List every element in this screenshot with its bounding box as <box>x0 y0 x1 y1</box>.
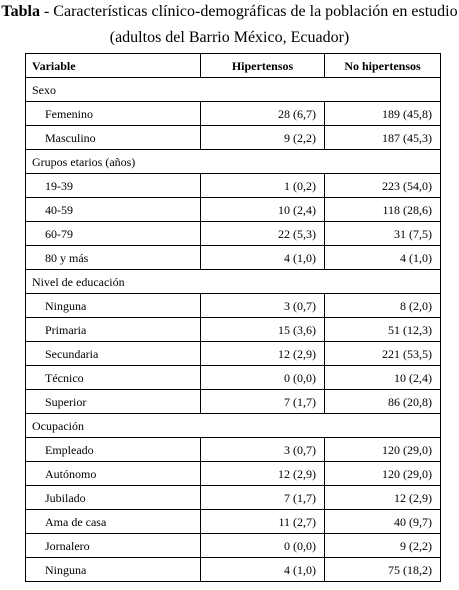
demographics-table <box>25 53 441 582</box>
cell-no-hipertensos: 4 (1,0) <box>325 246 441 270</box>
table-row <box>26 438 441 462</box>
cell-hipertensos: 3 (0,7) <box>201 294 325 318</box>
section-title: Nivel de educación <box>26 270 441 294</box>
cell-no-hipertensos: 120 (29,0) <box>325 438 441 462</box>
cell-hipertensos: 4 (1,0) <box>201 246 325 270</box>
section-title: Ocupación <box>26 414 441 438</box>
cell-hipertensos: 10 (2,4) <box>201 198 325 222</box>
section-row-nivel-educacion <box>26 270 441 294</box>
cell-hipertensos: 0 (0,0) <box>201 366 325 390</box>
section-row-grupos-etarios <box>26 150 441 174</box>
row-label: 40-59 <box>26 198 201 222</box>
cell-hipertensos: 0 (0,0) <box>201 534 325 558</box>
cell-no-hipertensos: 12 (2,9) <box>325 486 441 510</box>
cell-no-hipertensos: 10 (2,4) <box>325 366 441 390</box>
table-header-row <box>26 54 441 78</box>
table-row <box>26 318 441 342</box>
row-label: 80 y más <box>26 246 201 270</box>
cell-no-hipertensos: 51 (12,3) <box>325 318 441 342</box>
table-caption-line2: (adultos del Barrio México, Ecuador) <box>109 29 350 46</box>
cell-hipertensos: 28 (6,7) <box>201 102 325 126</box>
table-row <box>26 198 441 222</box>
cell-hipertensos: 1 (0,2) <box>201 174 325 198</box>
table-row <box>26 294 441 318</box>
row-label: Autónomo <box>26 462 201 486</box>
table-row <box>26 558 441 582</box>
header-hipertensos: Hipertensos <box>201 54 325 78</box>
cell-hipertensos: 3 (0,7) <box>201 438 325 462</box>
cell-hipertensos: 12 (2,9) <box>201 342 325 366</box>
cell-hipertensos: 7 (1,7) <box>201 390 325 414</box>
row-label: Femenino <box>26 102 201 126</box>
table-row <box>26 486 441 510</box>
row-label: Ninguna <box>26 294 201 318</box>
cell-no-hipertensos: 221 (53,5) <box>325 342 441 366</box>
table-row <box>26 222 441 246</box>
table-row <box>26 126 441 150</box>
cell-no-hipertensos: 223 (54,0) <box>325 174 441 198</box>
section-title: Sexo <box>26 78 441 102</box>
cell-no-hipertensos: 189 (45,8) <box>325 102 441 126</box>
cell-no-hipertensos: 8 (2,0) <box>325 294 441 318</box>
section-title: Grupos etarios (años) <box>26 150 441 174</box>
table-caption-title: - Características clínico-demográficas de la población en estudio <box>39 3 458 20</box>
table-row <box>26 174 441 198</box>
table-caption-prefix: Tabla <box>1 3 40 20</box>
row-label: 60-79 <box>26 222 201 246</box>
table-row <box>26 510 441 534</box>
cell-no-hipertensos: 187 (45,3) <box>325 126 441 150</box>
row-label: 19-39 <box>26 174 201 198</box>
table-row <box>26 102 441 126</box>
row-label: Masculino <box>26 126 201 150</box>
row-label: Empleado <box>26 438 201 462</box>
row-label: Técnico <box>26 366 201 390</box>
cell-hipertensos: 11 (2,7) <box>201 510 325 534</box>
cell-no-hipertensos: 31 (7,5) <box>325 222 441 246</box>
section-row-sexo <box>26 78 441 102</box>
header-no-hipertensos: No hipertensos <box>325 54 441 78</box>
section-row-ocupacion <box>26 414 441 438</box>
cell-no-hipertensos: 9 (2,2) <box>325 534 441 558</box>
row-label: Jubilado <box>26 486 201 510</box>
cell-no-hipertensos: 120 (29,0) <box>325 462 441 486</box>
cell-no-hipertensos: 118 (28,6) <box>325 198 441 222</box>
table-row <box>26 534 441 558</box>
table-row <box>26 390 441 414</box>
header-variable: Variable <box>26 54 201 78</box>
cell-no-hipertensos: 86 (20,8) <box>325 390 441 414</box>
table-row <box>26 246 441 270</box>
cell-hipertensos: 15 (3,6) <box>201 318 325 342</box>
cell-no-hipertensos: 75 (18,2) <box>325 558 441 582</box>
cell-no-hipertensos: 40 (9,7) <box>325 510 441 534</box>
cell-hipertensos: 12 (2,9) <box>201 462 325 486</box>
row-label: Superior <box>26 390 201 414</box>
cell-hipertensos: 22 (5,3) <box>201 222 325 246</box>
cell-hipertensos: 7 (1,7) <box>201 486 325 510</box>
row-label: Secundaria <box>26 342 201 366</box>
row-label: Primaria <box>26 318 201 342</box>
table-row <box>26 342 441 366</box>
table-caption-line1 <box>0 2 459 22</box>
cell-hipertensos: 9 (2,2) <box>201 126 325 150</box>
table-row <box>26 462 441 486</box>
table-row <box>26 366 441 390</box>
row-label: Jornalero <box>26 534 201 558</box>
row-label: Ama de casa <box>26 510 201 534</box>
row-label: Ninguna <box>26 558 201 582</box>
cell-hipertensos: 4 (1,0) <box>201 558 325 582</box>
